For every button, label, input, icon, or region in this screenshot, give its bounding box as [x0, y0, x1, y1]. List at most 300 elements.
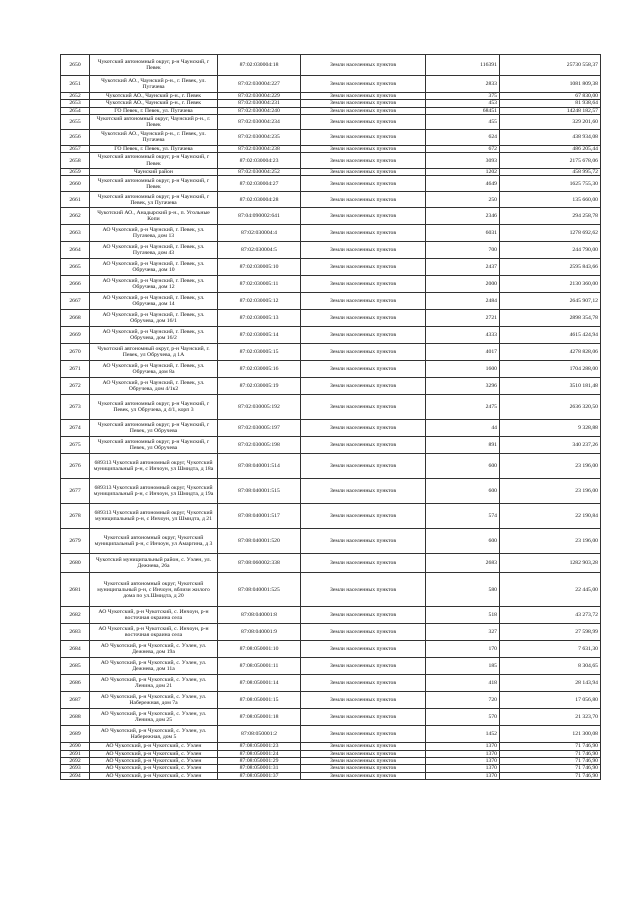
- land-category-cell: Земли населенных пунктов: [301, 153, 426, 169]
- row-number-cell: 2694: [61, 772, 90, 779]
- cadastral-value-cell: 1282 903,28: [500, 554, 601, 573]
- row-number-cell: 2652: [61, 93, 90, 100]
- table-row: [61, 437, 601, 454]
- land-category-cell: Земли населенных пунктов: [301, 225, 426, 242]
- land-category-cell: Земли населенных пунктов: [301, 55, 426, 76]
- location-cell: АО Чукотский, р-н Чаунский, г. Певек, ул. Обручева, дом 10: [90, 259, 218, 276]
- table-row: [61, 658, 601, 675]
- table-row: [61, 675, 601, 692]
- cadastral-number-cell: 87:02:030005:19: [218, 378, 301, 395]
- cadastral-value-cell: 1081 809,38: [500, 76, 601, 93]
- cadastral-number-cell: 87:02:030005:14: [218, 327, 301, 344]
- land-category-cell: Земли населенных пунктов: [301, 554, 426, 573]
- table-row: [61, 378, 601, 395]
- land-category-cell: Земли населенных пунктов: [301, 692, 426, 709]
- cadastral-number-cell: 87:02:030005:10: [218, 259, 301, 276]
- land-category-cell: Земли населенных пунктов: [301, 176, 426, 192]
- cadastral-number-cell: 87:02:030004:28: [218, 192, 301, 208]
- land-category-cell: Земли населенных пунктов: [301, 93, 426, 100]
- cadastral-number-cell: 87:02:030005:192: [218, 395, 301, 420]
- cadastral-number-cell: 87:02:030004:238: [218, 145, 301, 152]
- row-number-cell: 2673: [61, 395, 90, 420]
- land-category-cell: Земли населенных пунктов: [301, 114, 426, 129]
- location-cell: Чукотский автономный округ, р-н Чаунский, г Певек, ул Обручева: [90, 420, 218, 437]
- cadastral-value-cell: 21 323,70: [500, 709, 601, 726]
- location-cell: АО Чукотский, р-н Чукотский, с. Инчоун, р-н восточная окраина села: [90, 624, 218, 641]
- location-cell: АО Чукотский, р-н Чаунский, г. Певек, ул. Обручева, дом 12: [90, 276, 218, 293]
- cadastral-value-cell: 1704 288,00: [500, 361, 601, 378]
- area-cell: 891: [426, 437, 500, 454]
- cadastral-value-cell: 121 300,08: [500, 726, 601, 743]
- table-row: [61, 129, 601, 145]
- cadastral-value-cell: 340 237,26: [500, 437, 601, 454]
- table-row: [61, 242, 601, 259]
- land-category-cell: Земли населенных пунктов: [301, 743, 426, 750]
- table-row: [61, 259, 601, 276]
- area-cell: 1600: [426, 361, 500, 378]
- location-cell: Чукотский АО., Чаунский р-н., г. Певек: [90, 93, 218, 100]
- cadastral-number-cell: 87:02:030005:16: [218, 361, 301, 378]
- table-row: [61, 55, 601, 76]
- row-number-cell: 2687: [61, 692, 90, 709]
- location-cell: АО Чукотский, р-н Чаунский, г. Певек, ул. Пугачева, дом 13: [90, 225, 218, 242]
- table-row: [61, 176, 601, 192]
- area-cell: 2437: [426, 259, 500, 276]
- cadastral-value-cell: 3510 181,48: [500, 378, 601, 395]
- area-cell: 1370: [426, 765, 500, 772]
- location-cell: Чукотский автономный округ, р-н Чаунский, г Певек, ул Обручева, д 4/1, корп 3: [90, 395, 218, 420]
- table-row: [61, 76, 601, 93]
- land-category-cell: Земли населенных пунктов: [301, 624, 426, 641]
- row-number-cell: 2662: [61, 208, 90, 225]
- table-row: [61, 169, 601, 176]
- table-row: [61, 607, 601, 624]
- cadastral-number-cell: 87:08:050001:29: [218, 758, 301, 765]
- table-row: [61, 554, 601, 573]
- table-row: [61, 692, 601, 709]
- cadastral-number-cell: 87:02:030004:229: [218, 93, 301, 100]
- cadastral-number-cell: 87:08:040001:8: [218, 607, 301, 624]
- cadastral-number-cell: 87:02:030004:235: [218, 129, 301, 145]
- location-cell: ГО Певек, г. Певек, ул. Пугачева: [90, 107, 218, 114]
- cadastral-number-cell: 87:04:090002:641: [218, 208, 301, 225]
- cadastral-number-cell: 87:02:030005:197: [218, 420, 301, 437]
- location-cell: АО Чукотский, р-н Чукотский, с. Уэлен, ул. Набережная, дом 5: [90, 726, 218, 743]
- area-cell: 2833: [426, 76, 500, 93]
- location-cell: Чукотский автономный округ, р-н Чаунский, г. Певек, ул Обручева, д 1А: [90, 344, 218, 361]
- table-row: [61, 107, 601, 114]
- land-category-cell: Земли населенных пунктов: [301, 504, 426, 529]
- cadastral-number-cell: 87:08:050001:15: [218, 692, 301, 709]
- row-number-cell: 2682: [61, 607, 90, 624]
- land-category-cell: Земли населенных пунктов: [301, 658, 426, 675]
- table-row: [61, 743, 601, 750]
- row-number-cell: 2684: [61, 641, 90, 658]
- area-cell: 1370: [426, 750, 500, 757]
- land-category-cell: Земли населенных пунктов: [301, 437, 426, 454]
- row-number-cell: 2659: [61, 169, 90, 176]
- row-number-cell: 2668: [61, 310, 90, 327]
- table-row: [61, 709, 601, 726]
- cadastral-value-cell: 2175 678,06: [500, 153, 601, 169]
- table-row: [61, 726, 601, 743]
- area-cell: 2683: [426, 554, 500, 573]
- land-category-cell: Земли населенных пунктов: [301, 145, 426, 152]
- land-category-cell: Земли населенных пунктов: [301, 208, 426, 225]
- location-cell: Чукотский автономный округ, Чукотский муниципальный р-н, с Инчоун, ул Амаргина, д 3: [90, 529, 218, 554]
- row-number-cell: 2686: [61, 675, 90, 692]
- area-cell: 250: [426, 192, 500, 208]
- table-row: [61, 750, 601, 757]
- location-cell: АО Чукотский, р-н Чукотский, с. Уэлен, ул. Набережная, дом 7а: [90, 692, 218, 709]
- row-number-cell: 2683: [61, 624, 90, 641]
- cadastral-value-cell: 23 196,00: [500, 454, 601, 479]
- land-category-cell: Земли населенных пунктов: [301, 129, 426, 145]
- land-parcel-sheet: [60, 54, 598, 780]
- table-row: [61, 100, 601, 107]
- location-cell: 689313 Чукотский автономный округ, Чукотский муниципальный р-н, с Инчоун, ул Шмидта, д 18а: [90, 454, 218, 479]
- land-category-cell: Земли населенных пунктов: [301, 378, 426, 395]
- cadastral-number-cell: 87:02:030004:23: [218, 153, 301, 169]
- area-cell: 4017: [426, 344, 500, 361]
- cadastral-number-cell: 87:02:030004:231: [218, 100, 301, 107]
- row-number-cell: 2664: [61, 242, 90, 259]
- cadastral-value-cell: 67 830,00: [500, 93, 601, 100]
- location-cell: АО Чукотский, р-н Чукотский, с. Уэлен, ул. Дежнева, дом 11а: [90, 658, 218, 675]
- land-category-cell: Земли населенных пунктов: [301, 772, 426, 779]
- cadastral-number-cell: 87:02:030005:13: [218, 310, 301, 327]
- land-category-cell: Земли населенных пунктов: [301, 529, 426, 554]
- row-number-cell: 2679: [61, 529, 90, 554]
- land-category-cell: Земли населенных пунктов: [301, 100, 426, 107]
- location-cell: Чукотский автономный округ, р-н Чаунский, г Певек: [90, 55, 218, 76]
- cadastral-number-cell: 87:08:050001:31: [218, 765, 301, 772]
- location-cell: АО Чукотский, р-н Чаунский, г. Певек, ул. Обручева, дом 8а: [90, 361, 218, 378]
- location-cell: АО Чукотский, р-н Чукотский, с. Уэлен: [90, 772, 218, 779]
- table-row: [61, 327, 601, 344]
- row-number-cell: 2666: [61, 276, 90, 293]
- cadastral-number-cell: 87:08:040001:9: [218, 624, 301, 641]
- table-row: [61, 420, 601, 437]
- cadastral-number-cell: 87:08:040001:517: [218, 504, 301, 529]
- area-cell: 2346: [426, 208, 500, 225]
- table-row: [61, 361, 601, 378]
- land-category-cell: Земли населенных пунктов: [301, 765, 426, 772]
- area-cell: 580: [426, 573, 500, 607]
- land-category-cell: Земли населенных пунктов: [301, 276, 426, 293]
- location-cell: Чукотский АО., Анадырский р-н., п. Угольные Копи: [90, 208, 218, 225]
- land-category-cell: Земли населенных пунктов: [301, 76, 426, 93]
- land-category-cell: Земли населенных пунктов: [301, 395, 426, 420]
- location-cell: АО Чукотский, р-н Чаунский, г. Певек, ул. Пугачева, дом 43: [90, 242, 218, 259]
- area-cell: 44: [426, 420, 500, 437]
- area-cell: 2000: [426, 276, 500, 293]
- table-row: [61, 641, 601, 658]
- cadastral-value-cell: 81 938,64: [500, 100, 601, 107]
- cadastral-value-cell: 22 445,00: [500, 573, 601, 607]
- cadastral-value-cell: 329 201,60: [500, 114, 601, 129]
- location-cell: АО Чукотский, р-н Чукотский, с. Уэлен, ул. Дежнева, дом 19а: [90, 641, 218, 658]
- land-category-cell: Земли населенных пунктов: [301, 107, 426, 114]
- cadastral-value-cell: 71 746,90: [500, 772, 601, 779]
- location-cell: АО Чукотский, р-н Чукотский, с. Уэлен: [90, 765, 218, 772]
- cadastral-value-cell: 71 746,90: [500, 758, 601, 765]
- location-cell: АО Чукотский, р-н Чукотский, с. Уэлен: [90, 758, 218, 765]
- cadastral-number-cell: 87:02:030004:234: [218, 114, 301, 129]
- cadastral-value-cell: 135 660,00: [500, 192, 601, 208]
- cadastral-value-cell: 1278 692,62: [500, 225, 601, 242]
- cadastral-value-cell: 27 598,99: [500, 624, 601, 641]
- area-cell: 570: [426, 709, 500, 726]
- table-row: [61, 454, 601, 479]
- cadastral-number-cell: 87:02:030004:18: [218, 55, 301, 76]
- cadastral-number-cell: 87:08:050001:11: [218, 658, 301, 675]
- row-number-cell: 2674: [61, 420, 90, 437]
- location-cell: Чукотский автономный округ, р-н Чаунский, г Певек, ул Пугачева: [90, 192, 218, 208]
- row-number-cell: 2669: [61, 327, 90, 344]
- row-number-cell: 2693: [61, 765, 90, 772]
- location-cell: Чукотский автономный округ, Чаунский р-н., г. Певек: [90, 114, 218, 129]
- row-number-cell: 2651: [61, 76, 90, 93]
- location-cell: АО Чукотский, р-н Чаунский, г. Певек, ул. Обручева, дом 4/1к2: [90, 378, 218, 395]
- land-category-cell: Земли населенных пунктов: [301, 573, 426, 607]
- cadastral-value-cell: 2898 354,78: [500, 310, 601, 327]
- land-category-cell: Земли населенных пунктов: [301, 293, 426, 310]
- area-cell: 327: [426, 624, 500, 641]
- row-number-cell: 2692: [61, 758, 90, 765]
- location-cell: Чукотский автономный округ, Чукотский муниципальный р-н, с Инчоун, вблизи жилого дома по ул.Шмидта, д 20: [90, 573, 218, 607]
- location-cell: АО Чукотский, р-н Чукотский, с. Уэлен: [90, 743, 218, 750]
- cadastral-value-cell: 71 746,90: [500, 765, 601, 772]
- cadastral-number-cell: 87:08:050001:18: [218, 709, 301, 726]
- area-cell: 185: [426, 658, 500, 675]
- cadastral-value-cell: 7 631,30: [500, 641, 601, 658]
- cadastral-number-cell: 87:02:030004:4: [218, 225, 301, 242]
- row-number-cell: 2650: [61, 55, 90, 76]
- cadastral-value-cell: 28 143,94: [500, 675, 601, 692]
- location-cell: 689313 Чукотский автономный округ, Чукотский муниципальный р-н, с Инчоун, ул Шмидта, д 19а: [90, 479, 218, 504]
- table-row: [61, 624, 601, 641]
- cadastral-value-cell: 438 934,08: [500, 129, 601, 145]
- row-number-cell: 2670: [61, 344, 90, 361]
- area-cell: 2475: [426, 395, 500, 420]
- area-cell: 2484: [426, 293, 500, 310]
- cadastral-value-cell: 1625 755,30: [500, 176, 601, 192]
- land-category-cell: Земли населенных пунктов: [301, 344, 426, 361]
- cadastral-value-cell: 14248 182,57: [500, 107, 601, 114]
- location-cell: АО Чукотский, р-н Чукотский, с. Инчоун, р-н восточная окраина села: [90, 607, 218, 624]
- cadastral-value-cell: 23 196,00: [500, 479, 601, 504]
- row-number-cell: 2658: [61, 153, 90, 169]
- row-number-cell: 2665: [61, 259, 90, 276]
- cadastral-number-cell: 87:08:050001:14: [218, 675, 301, 692]
- row-number-cell: 2655: [61, 114, 90, 129]
- row-number-cell: 2660: [61, 176, 90, 192]
- area-cell: 453: [426, 100, 500, 107]
- cadastral-number-cell: 87:08:040001:525: [218, 573, 301, 607]
- location-cell: АО Чукотский, р-н Чаунский, г. Певек, ул. Обручева, дом 16/1: [90, 310, 218, 327]
- area-cell: 1370: [426, 758, 500, 765]
- area-cell: 418: [426, 675, 500, 692]
- area-cell: 574: [426, 504, 500, 529]
- cadastral-number-cell: 87:02:030005:12: [218, 293, 301, 310]
- row-number-cell: 2667: [61, 293, 90, 310]
- row-number-cell: 2654: [61, 107, 90, 114]
- cadastral-number-cell: 87:02:030004:27: [218, 176, 301, 192]
- table-row: [61, 395, 601, 420]
- land-category-cell: Земли населенных пунктов: [301, 709, 426, 726]
- cadastral-number-cell: 87:02:030004:240: [218, 107, 301, 114]
- land-category-cell: Земли населенных пунктов: [301, 726, 426, 743]
- location-cell: АО Чукотский, р-н Чукотский, с. Уэлен: [90, 750, 218, 757]
- row-number-cell: 2671: [61, 361, 90, 378]
- area-cell: 600: [426, 529, 500, 554]
- land-category-cell: Земли населенных пунктов: [301, 310, 426, 327]
- area-cell: 624: [426, 129, 500, 145]
- cadastral-value-cell: 71 746,90: [500, 743, 601, 750]
- location-cell: АО Чукотский, р-н Чукотский, с. Уэлен, ул. Ленина, дом 25: [90, 709, 218, 726]
- cadastral-value-cell: 458 995,72: [500, 169, 601, 176]
- table-row: [61, 93, 601, 100]
- cadastral-number-cell: 87:02:030005:15: [218, 344, 301, 361]
- area-cell: 1370: [426, 772, 500, 779]
- cadastral-number-cell: 87:02:030005:198: [218, 437, 301, 454]
- cadastral-value-cell: 8 304,65: [500, 658, 601, 675]
- row-number-cell: 2691: [61, 750, 90, 757]
- cadastral-value-cell: 2595 843,66: [500, 259, 601, 276]
- area-cell: 4333: [426, 327, 500, 344]
- row-number-cell: 2672: [61, 378, 90, 395]
- cadastral-number-cell: 87:08:050001:2: [218, 726, 301, 743]
- land-category-cell: Земли населенных пунктов: [301, 607, 426, 624]
- land-category-cell: Земли населенных пунктов: [301, 169, 426, 176]
- table-row: [61, 276, 601, 293]
- cadastral-value-cell: 2645 907,12: [500, 293, 601, 310]
- cadastral-value-cell: 244 790,00: [500, 242, 601, 259]
- cadastral-value-cell: 4278 828,06: [500, 344, 601, 361]
- cadastral-value-cell: 2636 320,50: [500, 395, 601, 420]
- area-cell: 720: [426, 692, 500, 709]
- location-cell: Чукотский муниципальный район, с. Уэлен, ул. Дежнева, 26а: [90, 554, 218, 573]
- row-number-cell: 2676: [61, 454, 90, 479]
- land-category-cell: Земли населенных пунктов: [301, 327, 426, 344]
- area-cell: 455: [426, 114, 500, 129]
- cadastral-number-cell: 87:08:040001:514: [218, 454, 301, 479]
- area-cell: 3296: [426, 378, 500, 395]
- cadastral-number-cell: 87:02:030005:11: [218, 276, 301, 293]
- table-row: [61, 573, 601, 607]
- location-cell: АО Чукотский, р-н Чаунский, г. Певек, ул. Обручева, дом 14: [90, 293, 218, 310]
- area-cell: 672: [426, 145, 500, 152]
- cadastral-value-cell: 17 056,80: [500, 692, 601, 709]
- table-row: [61, 310, 601, 327]
- table-row: [61, 208, 601, 225]
- land-category-cell: Земли населенных пунктов: [301, 750, 426, 757]
- table-row: [61, 225, 601, 242]
- area-cell: 518: [426, 607, 500, 624]
- area-cell: 375: [426, 93, 500, 100]
- row-number-cell: 2661: [61, 192, 90, 208]
- cadastral-value-cell: 294 258,78: [500, 208, 601, 225]
- location-cell: Чукотский АО., Чаунский р-н., г. Певек, ул. Пугачева: [90, 129, 218, 145]
- area-cell: 3093: [426, 153, 500, 169]
- cadastral-value-cell: 2130 360,00: [500, 276, 601, 293]
- row-number-cell: 2689: [61, 726, 90, 743]
- cadastral-value-cell: 9 328,88: [500, 420, 601, 437]
- area-cell: 170: [426, 641, 500, 658]
- cadastral-value-cell: 486 205,44: [500, 145, 601, 152]
- table-row: [61, 529, 601, 554]
- land-category-cell: Земли населенных пунктов: [301, 259, 426, 276]
- area-cell: 2721: [426, 310, 500, 327]
- cadastral-number-cell: 87:02:030004:252: [218, 169, 301, 176]
- land-parcel-table: [60, 54, 601, 780]
- row-number-cell: 2656: [61, 129, 90, 145]
- area-cell: 700: [426, 242, 500, 259]
- cadastral-value-cell: 22 190,84: [500, 504, 601, 529]
- cadastral-value-cell: 25730 558,37: [500, 55, 601, 76]
- land-category-cell: Земли населенных пунктов: [301, 242, 426, 259]
- cadastral-value-cell: 43 273,72: [500, 607, 601, 624]
- land-category-cell: Земли населенных пунктов: [301, 641, 426, 658]
- row-number-cell: 2685: [61, 658, 90, 675]
- cadastral-number-cell: 87:08:050001:24: [218, 750, 301, 757]
- row-number-cell: 2677: [61, 479, 90, 504]
- row-number-cell: 2675: [61, 437, 90, 454]
- area-cell: 600: [426, 479, 500, 504]
- table-row: [61, 765, 601, 772]
- table-row: [61, 344, 601, 361]
- row-number-cell: 2678: [61, 504, 90, 529]
- land-category-cell: Земли населенных пунктов: [301, 192, 426, 208]
- cadastral-number-cell: 87:08:050001:23: [218, 743, 301, 750]
- table-body: [61, 55, 601, 780]
- location-cell: АО Чукотский, р-н Чаунский, г. Певек, ул. Обручева, дом 16/2: [90, 327, 218, 344]
- land-category-cell: Земли населенных пунктов: [301, 454, 426, 479]
- area-cell: 68451: [426, 107, 500, 114]
- table-row: [61, 758, 601, 765]
- area-cell: 600: [426, 454, 500, 479]
- row-number-cell: 2657: [61, 145, 90, 152]
- cadastral-number-cell: 87:02:030004:5: [218, 242, 301, 259]
- table-row: [61, 772, 601, 779]
- location-cell: Чукотский АО., Чаунский р-н., г. Певек: [90, 100, 218, 107]
- row-number-cell: 2653: [61, 100, 90, 107]
- land-category-cell: Земли населенных пунктов: [301, 479, 426, 504]
- cadastral-number-cell: 87:08:050001:37: [218, 772, 301, 779]
- cadastral-value-cell: 23 196,00: [500, 529, 601, 554]
- area-cell: 1370: [426, 743, 500, 750]
- row-number-cell: 2688: [61, 709, 90, 726]
- area-cell: 6031: [426, 225, 500, 242]
- table-row: [61, 145, 601, 152]
- cadastral-number-cell: 87:02:030004:227: [218, 76, 301, 93]
- table-row: [61, 479, 601, 504]
- table-row: [61, 293, 601, 310]
- location-cell: Чукотский автономный округ, р-н Чаунский, г Певек: [90, 176, 218, 192]
- location-cell: Чукотский АО., Чаунский р-н., г. Певек, ул. Пугачева: [90, 76, 218, 93]
- area-cell: 1452: [426, 726, 500, 743]
- land-category-cell: Земли населенных пунктов: [301, 675, 426, 692]
- row-number-cell: 2681: [61, 573, 90, 607]
- location-cell: 689313 Чукотский автономный округ, Чукотский муниципальный р-н, с Инчоун, ул Шмидта, д 21: [90, 504, 218, 529]
- land-category-cell: Земли населенных пунктов: [301, 420, 426, 437]
- area-cell: 116391: [426, 55, 500, 76]
- row-number-cell: 2663: [61, 225, 90, 242]
- cadastral-value-cell: 71 746,90: [500, 750, 601, 757]
- land-category-cell: Земли населенных пунктов: [301, 758, 426, 765]
- location-cell: ГО Певек, г. Певек, ул. Пугачева: [90, 145, 218, 152]
